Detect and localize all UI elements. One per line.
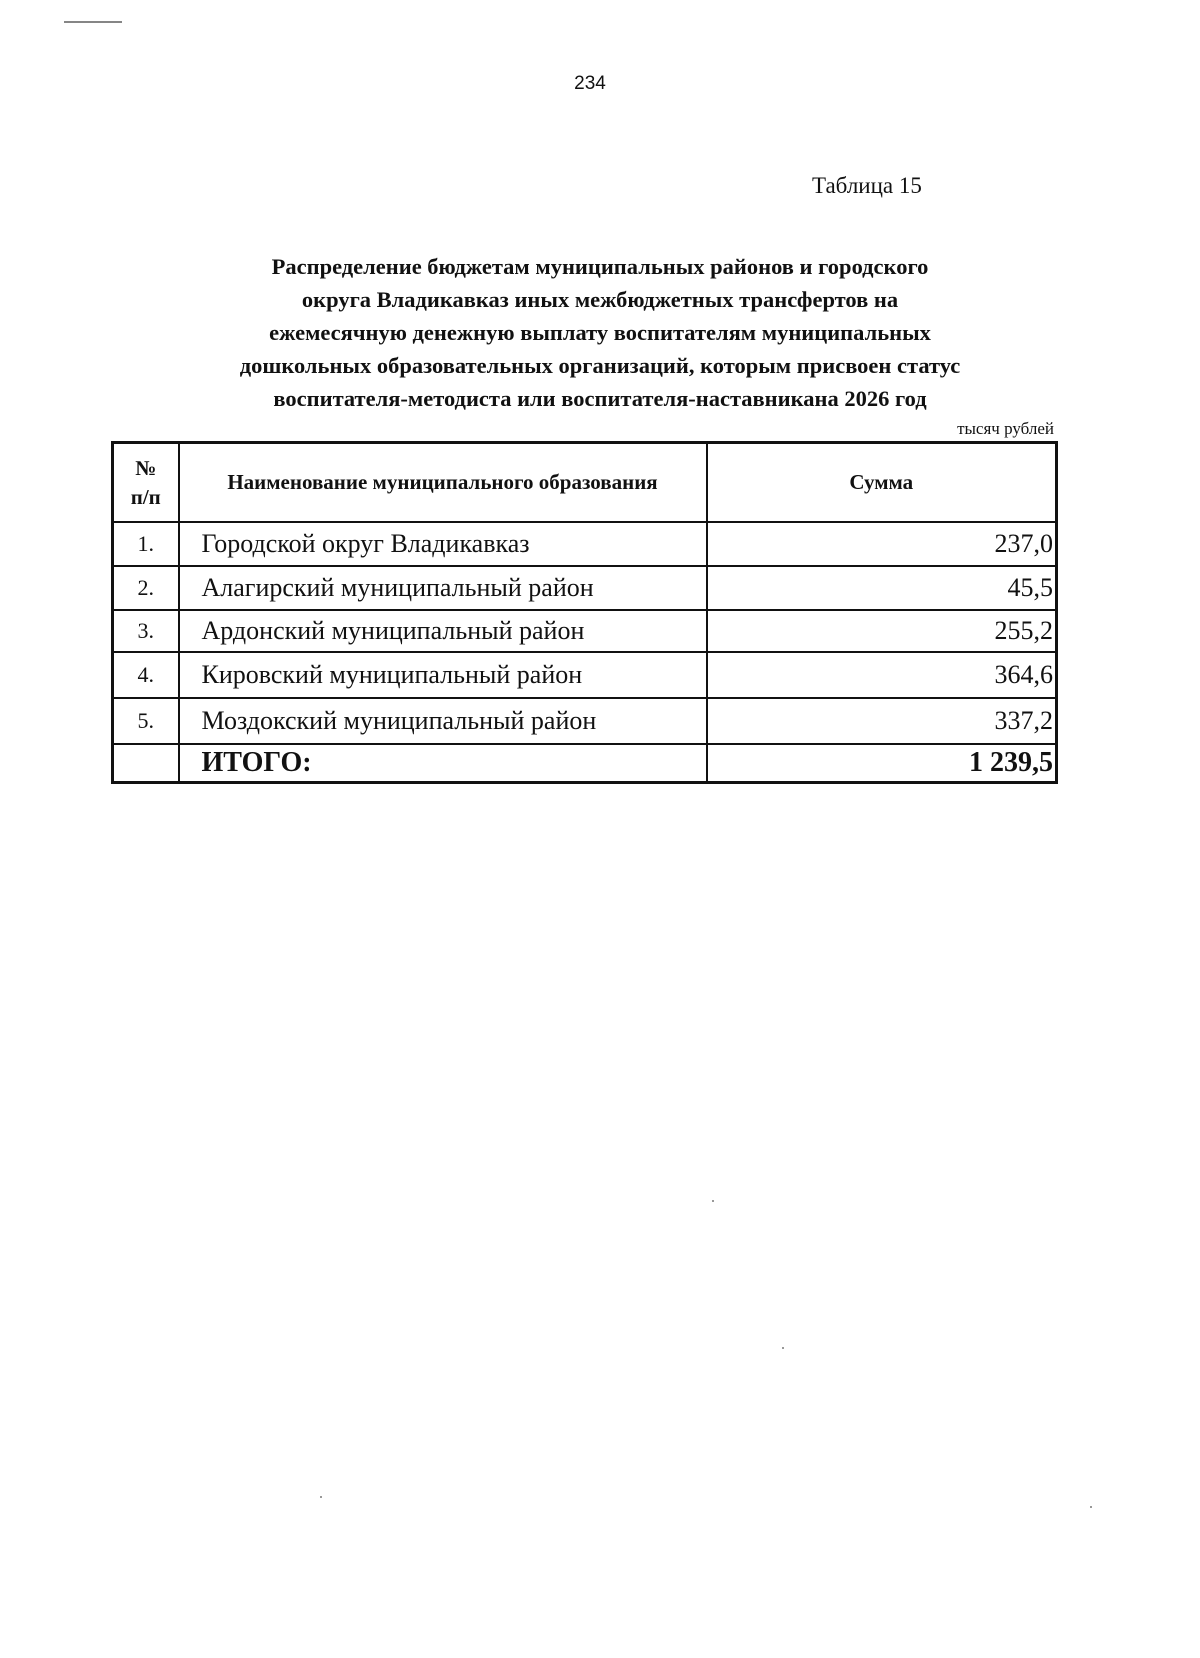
scan-mark: [64, 21, 122, 23]
row-number: 3.: [113, 610, 179, 652]
title-line-3: ежемесячную денежную выплату воспитателям муниципальных: [269, 320, 931, 345]
document-title: [160, 250, 1040, 415]
header-sum: Сумма: [707, 443, 1057, 523]
row-number: 4.: [113, 652, 179, 698]
total-label: ИТОГО:: [179, 744, 707, 783]
municipality-name: Алагирский муниципальный район: [179, 566, 707, 610]
table-row: [113, 566, 1057, 610]
table-row: [113, 698, 1057, 744]
scan-speck: [712, 1200, 714, 1202]
row-number: 5.: [113, 698, 179, 744]
page-number: 234: [574, 73, 606, 94]
scan-speck: [782, 1347, 784, 1349]
header-number-line1: №: [135, 455, 157, 480]
row-sum: 45,5: [707, 566, 1057, 610]
title-line-2: округа Владикавказ иных межбюджетных трансфертов на: [301, 287, 899, 312]
municipality-name: Кировский муниципальный район: [179, 652, 707, 698]
table-label: Таблица 15: [812, 173, 922, 198]
budget-table: [111, 441, 1058, 784]
table-header-row: [113, 443, 1057, 523]
total-row: [113, 744, 1057, 783]
row-sum: 255,2: [707, 610, 1057, 652]
row-number: 2.: [113, 566, 179, 610]
total-sum: 1 239,5: [707, 744, 1057, 783]
municipality-name: Ардонский муниципальный район: [179, 610, 707, 652]
scan-speck: [320, 1496, 322, 1498]
title-line-5: воспитателя-методиста или воспитателя-наставникана 2026 год: [273, 386, 927, 411]
municipality-name: Моздокский муниципальный район: [179, 698, 707, 744]
table-row: [113, 610, 1057, 652]
header-number: [113, 443, 179, 523]
budget-table-container: [111, 441, 1055, 784]
row-number: 1.: [113, 522, 179, 566]
units-label: тысяч рублей: [957, 419, 1054, 438]
row-sum: 337,2: [707, 698, 1057, 744]
table-row: [113, 522, 1057, 566]
row-sum: 237,0: [707, 522, 1057, 566]
total-number: [113, 744, 179, 783]
title-line-1: Распределение бюджетам муниципальных районов и городского: [271, 254, 929, 279]
municipality-name: Городской округ Владикавказ: [179, 522, 707, 566]
title-line-4: дошкольных образовательных организаций, которым присвоен статус: [239, 353, 961, 378]
scan-speck: [1090, 1506, 1092, 1508]
header-number-line2: п/п: [130, 484, 161, 509]
row-sum: 364,6: [707, 652, 1057, 698]
header-name: Наименование муниципального образования: [179, 443, 707, 523]
table-row: [113, 652, 1057, 698]
